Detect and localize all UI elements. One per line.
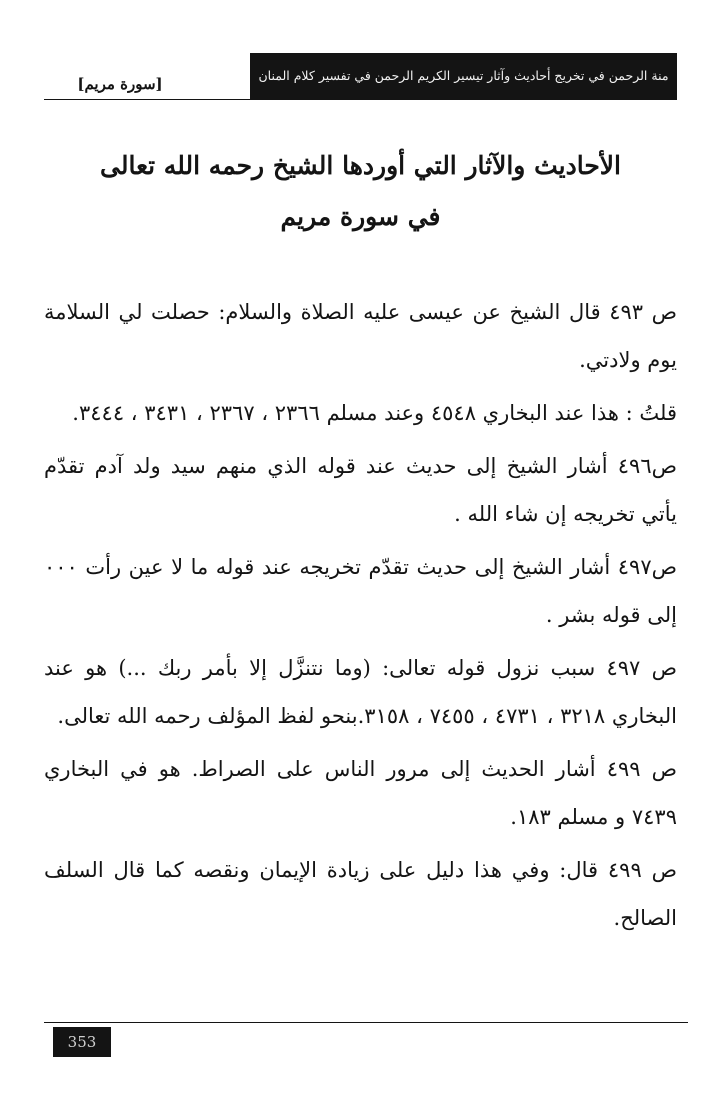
page-number: 353	[53, 1027, 111, 1057]
book-title: منة الرحمن في تخريج أحاديث وآثار تيسير الكريم الرحمن في تفسير كلام المنان	[258, 68, 669, 83]
page-title: الأحاديث والآثار التي أوردها الشيخ رحمه الله تعالى	[100, 151, 621, 180]
surah-label: [سورة مريم]	[77, 75, 163, 93]
paragraph: ص ٤٩٣ قال الشيخ عن عيسى عليه الصلاة والسلام: حصلت لي السلامة يوم ولادتي.	[44, 300, 677, 372]
paragraph: ص ٤٩٧ سبب نزول قوله تعالى: (وما نتنزَّل إلا بأمر ربك ...) هو عند البخاري ٣٢١٨ ، ٤٧٣١ ، ٧٤٥٥ ، ٣١٥٨.بنحو لفظ المؤلف رحمه الله تعالى.	[44, 656, 677, 728]
paragraph: ص٤٩٧ أشار الشيخ إلى حديث تقدّم تخريجه عند قوله ما لا عين رأت ٠٠٠ إلى قوله بشر .	[44, 555, 677, 627]
page-subtitle: في سورة مريم	[280, 202, 441, 231]
body-text	[44, 288, 677, 947]
header-divider	[44, 99, 677, 100]
paragraph: ص٤٩٦ أشار الشيخ إلى حديث عند قوله الذي منهم سيد ولد آدم تقدّم يأتي تخريجه إن شاء الله .	[44, 454, 677, 526]
paragraph: قلتُ : هذا عند البخاري ٤٥٤٨ وعند مسلم ٢٣٦٦ ، ٢٣٦٧ ، ٣٤٣١ ، ٣٤٤٤.	[72, 401, 677, 425]
footer-divider	[44, 1022, 688, 1023]
paragraph: ص ٤٩٩ أشار الحديث إلى مرور الناس على الصراط. هو في البخاري ٧٤٣٩ و مسلم ١٨٣.	[44, 757, 677, 829]
paragraph: ص ٤٩٩ قال: وفي هذا دليل على زيادة الإيمان ونقصه كما قال السلف الصالح.	[44, 858, 677, 930]
